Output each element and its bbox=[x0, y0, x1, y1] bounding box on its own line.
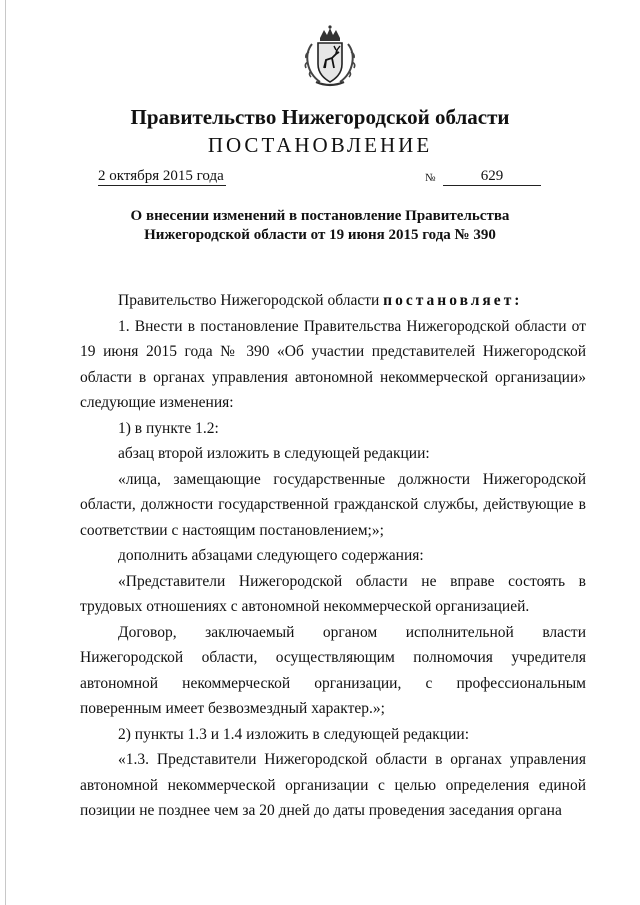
decree-word: постановляет: bbox=[383, 292, 523, 309]
paragraph-9: «1.3. Представители Нижегородской области в органах управления автономной некоммерческой организации с целью определения единой позиции не позднее чем за 20 дней до даты проведения заседания органа bbox=[80, 751, 586, 819]
subject-line-1: О внесении изменений в постановление Правительства bbox=[130, 208, 510, 224]
document-date: 2 октября 2015 года bbox=[98, 168, 224, 184]
paragraph-4: «лица, замещающие государственные должности Нижегородской области, должности государственной гражданской службы, действующие в соответствии с настоящим постановлением;»; bbox=[80, 470, 586, 539]
paragraph-1: 1. Внести в постановление Правительства Нижегородской области от 19 июня 2015 года № 390 «Об участии представителей Нижегородской области в органах управления автономной некоммерческой организации» следующие изменения: bbox=[80, 317, 586, 411]
coat-of-arms-icon bbox=[298, 24, 362, 88]
document-body bbox=[80, 288, 586, 824]
paragraph-8: 2) пункты 1.3 и 1.4 изложить в следующей редакции: bbox=[118, 725, 470, 743]
paragraph-7: Договор, заключаемый органом исполнительной власти Нижегородской области, осуществляющим полномочия учредителя автономной некоммерческой организации, с профессиональным поверенным имеет безвозмездный характер.»; bbox=[80, 623, 586, 717]
number-underline bbox=[443, 185, 541, 186]
paragraph-6: «Представители Нижегородской области не вправе состоять в трудовых отношениях с автономной некоммерческой организацией. bbox=[80, 572, 586, 615]
document-subject bbox=[0, 207, 640, 245]
paragraph-2: 1) в пункте 1.2: bbox=[118, 419, 219, 437]
document-type: ПОСТАНОВЛЕНИЕ bbox=[207, 133, 433, 157]
document-number: 629 bbox=[480, 168, 504, 184]
intro-paragraph bbox=[80, 288, 586, 314]
date-underline bbox=[98, 185, 226, 186]
intro-lead: Правительство Нижегородской области bbox=[118, 292, 384, 309]
government-title: Правительство Нижегородской области bbox=[130, 105, 510, 129]
subject-line-2: Нижегородской области от 19 июня 2015 года № 390 bbox=[144, 227, 496, 243]
number-label: № bbox=[425, 172, 436, 184]
paragraph-3: абзац второй изложить в следующей редакции: bbox=[118, 445, 430, 462]
paragraph-5: дополнить абзацами следующего содержания: bbox=[118, 547, 424, 564]
